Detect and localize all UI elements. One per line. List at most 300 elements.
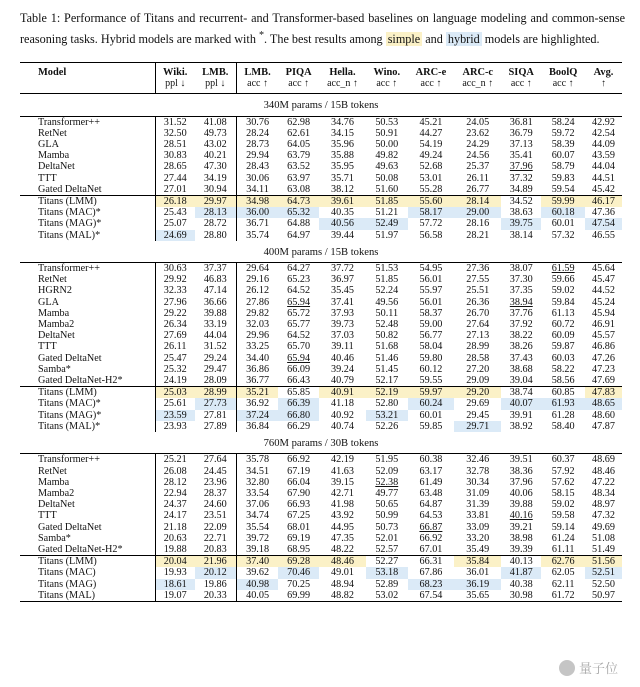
metric-value: 42.71: [331, 487, 354, 499]
metric-cell: [366, 488, 408, 499]
metric-value: 42.92: [592, 116, 615, 128]
metric-cell: [155, 499, 194, 510]
metric-value: 19.93: [163, 567, 187, 579]
metric-cell: [501, 285, 541, 296]
metric-value: 52.57: [375, 543, 399, 555]
metric-cell: [278, 173, 319, 184]
metric-value: 22.71: [203, 532, 227, 544]
metric-value: 63.08: [287, 183, 311, 195]
metric-value: 26.11: [466, 172, 490, 184]
metric-value: 65.85: [287, 387, 311, 399]
metric-value: 62.98: [287, 116, 311, 128]
metric-cell: [319, 510, 366, 521]
metric-value: 28.51: [163, 139, 187, 151]
metric-cell: [155, 477, 194, 488]
metric-cell: [541, 341, 585, 352]
metric-cell: [278, 341, 319, 352]
metric-cell: [585, 196, 622, 208]
table-row: [20, 230, 622, 241]
metric-cell: [408, 330, 455, 341]
metric-value: 68.95: [287, 543, 311, 555]
metric-value: 60.12: [419, 363, 443, 375]
metric-value: 34.40: [246, 352, 270, 364]
metric-cell: [319, 488, 366, 499]
metric-value: 28.99: [203, 387, 227, 399]
metric-cell: [541, 184, 585, 196]
metric-value: 31.52: [163, 116, 187, 128]
metric-cell: [585, 421, 622, 432]
table-row: [20, 116, 622, 128]
metric-cell: [501, 544, 541, 556]
metric-value: 52.27: [375, 556, 399, 568]
subheader-row: [20, 78, 622, 94]
metric-value: 39.51: [509, 454, 533, 466]
metric-value: 25.07: [163, 218, 187, 230]
metric-cell: [454, 556, 501, 568]
column-subheader: acc_n ↑: [454, 78, 501, 94]
metric-cell: [501, 116, 541, 128]
metric-cell: [408, 353, 455, 364]
metric-value: 27.81: [203, 409, 227, 421]
metric-value: 66.87: [419, 521, 443, 533]
section-title-row: [20, 94, 622, 116]
metric-value: 27.13: [466, 330, 490, 342]
metric-value: 59.02: [551, 285, 575, 297]
metric-value: 35.84: [466, 556, 490, 568]
metric-value: 47.69: [592, 375, 615, 387]
metric-cell: [454, 297, 501, 308]
metric-cell: [195, 218, 237, 229]
column-header: BoolQ: [541, 63, 585, 79]
metric-cell: [585, 161, 622, 172]
metric-cell: [155, 579, 194, 590]
metric-value: 35.45: [331, 285, 354, 297]
metric-value: 31.39: [466, 499, 490, 511]
metric-value: 69.19: [287, 532, 311, 544]
metric-value: 40.79: [331, 375, 354, 387]
metric-value: 40.91: [331, 387, 354, 399]
metric-value: 58.24: [551, 116, 575, 128]
metric-cell: [501, 590, 541, 602]
metric-cell: [501, 274, 541, 285]
metric-value: 66.29: [287, 420, 311, 432]
metric-value: 59.97: [419, 387, 443, 399]
table-row: [20, 375, 622, 387]
caption-text-1: Table 1: Performance of Titans and recurrent- and Transformer-based baselines on language modeling and common-sense reasoning tasks. Hybrid models are marked with: [20, 11, 625, 47]
metric-cell: [541, 150, 585, 161]
metric-value: 64.27: [287, 263, 311, 275]
metric-value: 60.38: [419, 454, 443, 466]
metric-cell: [585, 263, 622, 275]
metric-cell: [541, 499, 585, 510]
metric-value: 29.69: [466, 398, 490, 410]
metric-cell: [155, 398, 194, 409]
model-name: TTT: [38, 510, 57, 522]
metric-value: 36.77: [246, 375, 270, 387]
metric-cell: [236, 398, 278, 409]
model-name: Mamba: [38, 307, 70, 319]
metric-cell: [366, 173, 408, 184]
model-name: Samba*: [38, 532, 71, 544]
metric-cell: [541, 173, 585, 184]
metric-value: 40.38: [509, 578, 533, 590]
model-name: Mamba2: [38, 487, 75, 499]
metric-cell: [319, 196, 366, 208]
metric-cell: [366, 544, 408, 556]
metric-cell: [195, 128, 237, 139]
metric-cell: [501, 375, 541, 387]
table-row: [20, 263, 622, 275]
metric-cell: [501, 410, 541, 421]
metric-value: 45.42: [592, 183, 615, 195]
column-subheader: acc_n ↑: [319, 78, 366, 94]
metric-cell: [541, 364, 585, 375]
model-name: Titans (MAG)*: [38, 409, 102, 421]
table-row: [20, 544, 622, 556]
metric-cell: [541, 410, 585, 421]
metric-value: 66.80: [287, 409, 311, 421]
metric-value: 59.80: [419, 352, 443, 364]
metric-value: 63.97: [287, 172, 311, 184]
metric-value: 48.46: [331, 556, 354, 568]
metric-value: 47.14: [203, 285, 227, 297]
metric-value: 32.78: [466, 465, 490, 477]
metric-value: 49.24: [419, 150, 443, 162]
metric-value: 51.21: [375, 207, 399, 219]
metric-value: 34.76: [331, 116, 354, 128]
metric-cell: [454, 128, 501, 139]
metric-cell: [585, 297, 622, 308]
metric-cell: [366, 579, 408, 590]
metric-cell: [541, 297, 585, 308]
metric-value: 40.56: [331, 218, 354, 230]
metric-cell: [408, 184, 455, 196]
metric-cell: [541, 477, 585, 488]
metric-cell: [501, 308, 541, 319]
metric-value: 27.86: [246, 296, 270, 308]
metric-value: 49.69: [592, 521, 615, 533]
metric-cell: [501, 499, 541, 510]
metric-cell: [541, 263, 585, 275]
metric-value: 23.62: [466, 127, 490, 139]
metric-cell: [541, 218, 585, 229]
metric-cell: [454, 116, 501, 128]
metric-cell: [408, 364, 455, 375]
metric-cell: [585, 285, 622, 296]
metric-cell: [319, 297, 366, 308]
metric-cell: [585, 398, 622, 409]
metric-value: 59.54: [551, 183, 575, 195]
metric-value: 44.27: [419, 127, 443, 139]
metric-cell: [278, 477, 319, 488]
metric-value: 41.98: [331, 499, 354, 511]
metric-value: 68.23: [419, 578, 443, 590]
metric-value: 42.19: [331, 454, 354, 466]
metric-value: 24.05: [466, 116, 490, 128]
metric-cell: [454, 263, 501, 275]
metric-value: 29.64: [246, 263, 270, 275]
metric-cell: [541, 544, 585, 556]
metric-value: 27.96: [163, 296, 187, 308]
metric-cell: [319, 410, 366, 421]
metric-value: 52.24: [375, 285, 399, 297]
metric-cell: [585, 579, 622, 590]
metric-cell: [278, 410, 319, 421]
metric-cell: [319, 207, 366, 218]
metric-cell: [195, 364, 237, 375]
metric-cell: [319, 421, 366, 432]
metric-cell: [454, 150, 501, 161]
metric-value: 30.06: [246, 172, 270, 184]
table-row: [20, 161, 622, 172]
metric-value: 20.33: [203, 589, 227, 601]
metric-value: 30.83: [163, 150, 187, 162]
metric-value: 51.08: [592, 532, 615, 544]
metric-cell: [236, 510, 278, 521]
metric-value: 19.07: [163, 589, 187, 601]
metric-cell: [366, 387, 408, 399]
metric-value: 69.99: [287, 589, 311, 601]
metric-value: 52.38: [375, 476, 399, 488]
metric-value: 59.99: [551, 196, 575, 208]
metric-cell: [366, 421, 408, 432]
metric-cell: [366, 128, 408, 139]
metric-cell: [319, 274, 366, 285]
metric-cell: [454, 454, 501, 466]
metric-value: 41.63: [331, 465, 354, 477]
metric-value: 63.48: [419, 487, 443, 499]
metric-cell: [366, 510, 408, 521]
metric-cell: [585, 410, 622, 421]
metric-value: 31.09: [466, 487, 490, 499]
caption-text-3: models are highlighted.: [481, 32, 600, 47]
metric-value: 29.00: [466, 207, 490, 219]
metric-cell: [319, 128, 366, 139]
metric-cell: [366, 263, 408, 275]
metric-value: 37.96: [509, 161, 533, 173]
metric-value: 40.21: [203, 150, 227, 162]
metric-cell: [585, 454, 622, 466]
metric-value: 50.99: [375, 510, 399, 522]
metric-value: 48.60: [592, 409, 615, 421]
model-name: Transformer++: [38, 116, 101, 128]
column-subheader: acc ↑: [408, 78, 455, 94]
metric-value: 67.01: [419, 543, 443, 555]
metric-cell: [454, 230, 501, 241]
metric-cell: [195, 150, 237, 161]
metric-cell: [408, 375, 455, 387]
table-row: [20, 398, 622, 409]
metric-cell: [195, 196, 237, 208]
metric-cell: [541, 522, 585, 533]
metric-cell: [501, 230, 541, 241]
metric-value: 44.09: [592, 139, 615, 151]
metric-cell: [195, 421, 237, 432]
metric-value: 49.73: [203, 127, 227, 139]
metric-value: 48.46: [592, 465, 615, 477]
metric-cell: [155, 285, 194, 296]
metric-value: 26.11: [163, 341, 187, 353]
metric-value: 50.73: [375, 521, 399, 533]
metric-cell: [501, 579, 541, 590]
metric-cell: [366, 184, 408, 196]
section-title: 760M params / 30B tokens: [20, 432, 622, 454]
table-row: [20, 510, 622, 521]
metric-cell: [585, 207, 622, 218]
metric-value: 49.63: [375, 161, 399, 173]
metric-cell: [585, 499, 622, 510]
metric-cell: [408, 533, 455, 544]
metric-value: 46.83: [203, 274, 227, 286]
metric-value: 58.39: [551, 139, 575, 151]
metric-cell: [454, 353, 501, 364]
metric-cell: [454, 398, 501, 409]
metric-value: 43.02: [203, 139, 227, 151]
metric-cell: [501, 330, 541, 341]
metric-value: 35.65: [466, 589, 490, 601]
metric-value: 37.43: [509, 352, 533, 364]
metric-value: 51.56: [592, 556, 615, 568]
metric-value: 51.68: [375, 341, 399, 353]
metric-value: 37.72: [331, 263, 354, 275]
metric-value: 59.58: [551, 510, 575, 522]
metric-cell: [408, 341, 455, 352]
metric-value: 38.14: [509, 229, 533, 241]
metric-value: 63.52: [287, 161, 311, 173]
metric-cell: [155, 297, 194, 308]
metric-cell: [585, 533, 622, 544]
metric-cell: [408, 421, 455, 432]
metric-value: 40.16: [509, 510, 533, 522]
metric-cell: [236, 150, 278, 161]
metric-value: 59.14: [551, 521, 575, 533]
metric-value: 58.56: [551, 375, 575, 387]
metric-cell: [195, 499, 237, 510]
metric-cell: [366, 590, 408, 602]
column-subheader: [20, 78, 155, 94]
metric-value: 52.17: [375, 375, 399, 387]
metric-cell: [195, 579, 237, 590]
metric-cell: [278, 218, 319, 229]
metric-cell: [408, 196, 455, 208]
table-row: [20, 308, 622, 319]
metric-cell: [585, 590, 622, 602]
metric-cell: [236, 139, 278, 150]
metric-value: 51.46: [375, 352, 399, 364]
metric-value: 28.12: [163, 476, 187, 488]
metric-cell: [501, 150, 541, 161]
metric-value: 47.83: [592, 387, 615, 399]
column-subheader: ↑: [585, 78, 622, 94]
metric-cell: [454, 477, 501, 488]
metric-value: 57.62: [551, 476, 575, 488]
metric-cell: [366, 218, 408, 229]
metric-cell: [236, 567, 278, 578]
metric-cell: [454, 173, 501, 184]
table-row: [20, 285, 622, 296]
metric-value: 28.37: [203, 487, 227, 499]
metric-value: 46.17: [592, 196, 615, 208]
metric-value: 35.41: [509, 150, 533, 162]
metric-cell: [236, 128, 278, 139]
metric-cell: [236, 477, 278, 488]
metric-cell: [236, 319, 278, 330]
column-header: ARC-e: [408, 63, 455, 79]
metric-value: 62.61: [287, 127, 311, 139]
metric-value: 47.23: [592, 363, 615, 375]
metric-value: 52.01: [375, 532, 399, 544]
metric-cell: [585, 341, 622, 352]
metric-value: 51.85: [375, 196, 399, 208]
metric-value: 33.81: [466, 510, 490, 522]
model-name: Titans (LMM): [20, 387, 155, 399]
metric-value: 46.55: [592, 229, 615, 241]
metric-value: 28.58: [466, 352, 490, 364]
metric-cell: [278, 330, 319, 341]
metric-value: 65.32: [287, 207, 311, 219]
metric-cell: [195, 477, 237, 488]
column-header: Hella.: [319, 63, 366, 79]
metric-value: 45.64: [592, 263, 615, 275]
metric-value: 38.68: [509, 363, 533, 375]
metric-cell: [278, 590, 319, 602]
model-name: Titans (MAC)*: [38, 207, 101, 219]
metric-value: 58.04: [419, 341, 443, 353]
metric-value: 56.01: [419, 274, 443, 286]
metric-value: 25.51: [466, 285, 490, 297]
metric-value: 33.25: [246, 341, 270, 353]
metric-cell: [501, 567, 541, 578]
metric-value: 20.12: [203, 567, 227, 579]
metric-value: 24.17: [163, 510, 187, 522]
metric-cell: [408, 207, 455, 218]
metric-value: 48.94: [331, 578, 354, 590]
metric-cell: [278, 579, 319, 590]
metric-cell: [366, 398, 408, 409]
metric-cell: [236, 161, 278, 172]
metric-value: 43.92: [331, 510, 354, 522]
metric-value: 34.51: [246, 465, 270, 477]
metric-cell: [319, 184, 366, 196]
metric-cell: [366, 353, 408, 364]
metric-value: 65.70: [287, 341, 311, 353]
metric-value: 29.20: [466, 387, 490, 399]
metric-value: 52.50: [592, 578, 615, 590]
metric-cell: [278, 567, 319, 578]
metric-cell: [236, 116, 278, 128]
metric-cell: [155, 466, 194, 477]
metric-value: 65.94: [287, 352, 311, 364]
metric-cell: [236, 590, 278, 602]
metric-value: 41.18: [331, 398, 354, 410]
metric-cell: [236, 488, 278, 499]
metric-value: 64.05: [287, 139, 311, 151]
metric-cell: [585, 375, 622, 387]
metric-cell: [195, 510, 237, 521]
metric-cell: [408, 116, 455, 128]
metric-cell: [155, 116, 194, 128]
metric-cell: [585, 387, 622, 399]
model-name: TTT: [38, 341, 57, 353]
metric-value: 39.88: [509, 499, 533, 511]
metric-cell: [541, 375, 585, 387]
metric-value: 68.01: [287, 521, 311, 533]
metric-value: 57.72: [419, 218, 443, 230]
metric-value: 35.21: [246, 387, 270, 399]
metric-cell: [408, 150, 455, 161]
metric-value: 22.94: [163, 487, 187, 499]
metric-cell: [501, 196, 541, 208]
